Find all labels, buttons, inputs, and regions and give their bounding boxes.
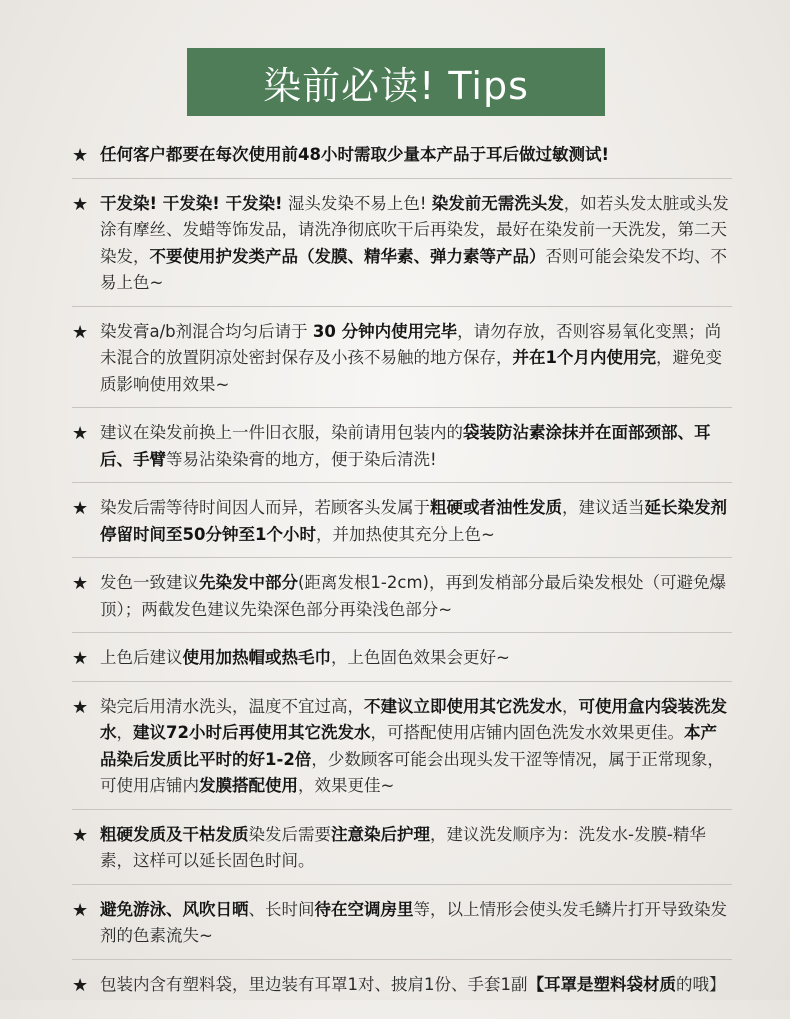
tip-emphasis: 不建议立即使用其它洗发水	[364, 696, 562, 716]
tip-text: (距离发根1-2cm)，再到发梢部分最后染发根处（可避免爆顶）；两截发色建议先染深色部分再染浅色部分~	[100, 573, 726, 619]
tip-emphasis: 染发前无需洗头发	[431, 193, 564, 213]
tip-emphasis: 30 分钟内使用完毕	[312, 321, 458, 341]
star-icon: ★	[72, 824, 89, 846]
tip-text: 上色后建议	[100, 648, 183, 667]
tip-item	[72, 570, 732, 633]
tip-text: ，请勿存放，否则容易氧化变黑；尚未混合的放置阴凉处密封保存及小孩不易触的地方保存，	[100, 321, 722, 367]
tip-text: ，少数顾客可能会出现头发干涩等情况，属于正常现象，可使用店铺内	[100, 749, 724, 795]
page-title: 染前必读! Tips	[187, 48, 605, 116]
tip-text: ，如若头发太脏或头发涂有摩丝、发蜡等饰发品，请洗净彻底吹干后再染发，最好在染发前一天洗发，第二天染发，	[100, 193, 729, 266]
tip-text: 染完后用清水洗头，温度不宜过高，	[100, 696, 364, 716]
star-icon: ★	[72, 321, 89, 343]
tips-list	[72, 142, 732, 1019]
tip-text: 染发后需要	[248, 824, 331, 844]
tip-item	[72, 319, 732, 409]
tip-emphasis: 注意染后护理	[331, 824, 430, 844]
tip-item	[72, 694, 732, 810]
tip-text: 等易沾染染膏的地方，便于染后清洗!	[166, 449, 437, 469]
tip-item	[72, 822, 732, 885]
tip-emphasis: 建议72小时后再使用其它洗发水	[133, 723, 371, 742]
tip-item	[72, 191, 732, 307]
tip-text: 等，以上情形会使头发毛鳞片打开导致染发剂的色素流失~	[100, 899, 727, 945]
tip-emphasis: 并在1个月内使用完	[512, 348, 656, 367]
tip-text: ，建议洗发顺序为：洗发水-发膜-精华素，这样可以延长固色时间。	[100, 824, 706, 870]
tip-emphasis: 不要使用护发类产品（发膜、精华素、弹力素等产品）	[149, 246, 546, 266]
tip-emphasis: 【耳罩是塑料袋材质	[527, 974, 676, 994]
tip-text: 否则可能会染发不均、不易上色~	[100, 246, 727, 292]
tip-text: ，避免变质影响使用效果~	[100, 348, 722, 394]
tip-text: ，建议适当	[562, 498, 645, 517]
tip-text: 发色一致建议	[100, 573, 199, 592]
tip-emphasis: 使用加热帽或热毛巾	[182, 648, 331, 667]
star-icon: ★	[72, 498, 89, 519]
star-icon: ★	[72, 193, 89, 215]
tip-emphasis: 粗硬或者油性发质	[430, 498, 562, 517]
tip-item	[72, 420, 732, 483]
tip-item	[72, 142, 732, 179]
tip-item	[72, 897, 732, 960]
tip-emphasis: 避免游泳、风吹日晒	[100, 899, 249, 919]
tip-item	[72, 495, 732, 558]
tip-emphasis: 任何客户都要在每次使用前48小时需取少量本产品于耳后做过敏测试!	[100, 145, 609, 164]
tip-text: 的哦】	[676, 974, 726, 994]
tip-text: 湿头发染不易上色!	[282, 193, 432, 213]
tip-text: 、长时间	[248, 899, 315, 919]
tip-emphasis: 本产品染后发质比平时的好1-2倍	[100, 723, 717, 769]
star-icon: ★	[72, 423, 89, 444]
tip-emphasis: 延长染发剂停留时间至50分钟至1个小时	[100, 498, 727, 544]
tip-text: ，上色固色效果会更好~	[331, 648, 510, 667]
tip-emphasis: 干发染! 干发染! 干发染!	[100, 193, 283, 213]
tip-item	[72, 972, 732, 1008]
tip-text: 包装内含有塑料袋，里边装有耳罩1对、披肩1份、手套1副	[100, 974, 528, 994]
tip-text: ，效果更佳~	[298, 776, 395, 795]
tip-emphasis: 粗硬发质及干枯发质	[100, 824, 249, 844]
tip-item	[72, 645, 732, 682]
star-icon: ★	[72, 974, 89, 996]
tip-text: 染发膏a/b剂混合均匀后请于	[100, 321, 313, 341]
tip-text: 建议在染发前换上一件旧衣服，染前请用包装内的	[100, 423, 463, 442]
tip-emphasis: 待在空调房里	[314, 899, 414, 919]
tip-emphasis: 先染发中部分	[199, 573, 298, 592]
star-icon: ★	[72, 145, 89, 166]
star-icon: ★	[72, 573, 89, 594]
star-icon: ★	[72, 648, 89, 669]
star-icon: ★	[72, 696, 89, 718]
tip-emphasis: 可使用盒内袋装洗发水	[100, 696, 727, 742]
tip-text: ，	[562, 696, 579, 716]
tip-text: 染发后需等待时间因人而异，若顾客头发属于	[100, 498, 430, 517]
star-icon: ★	[72, 899, 89, 921]
tip-text: ，可搭配使用店铺内固色洗发水效果更佳。	[370, 723, 684, 742]
tip-emphasis: 发膜搭配使用	[199, 776, 298, 795]
tip-text: ，	[116, 723, 133, 742]
tip-text: ，并加热使其充分上色~	[315, 524, 495, 544]
tip-emphasis: 袋装防沾素涂抹并在面部颈部、耳后、手臂	[100, 423, 711, 469]
